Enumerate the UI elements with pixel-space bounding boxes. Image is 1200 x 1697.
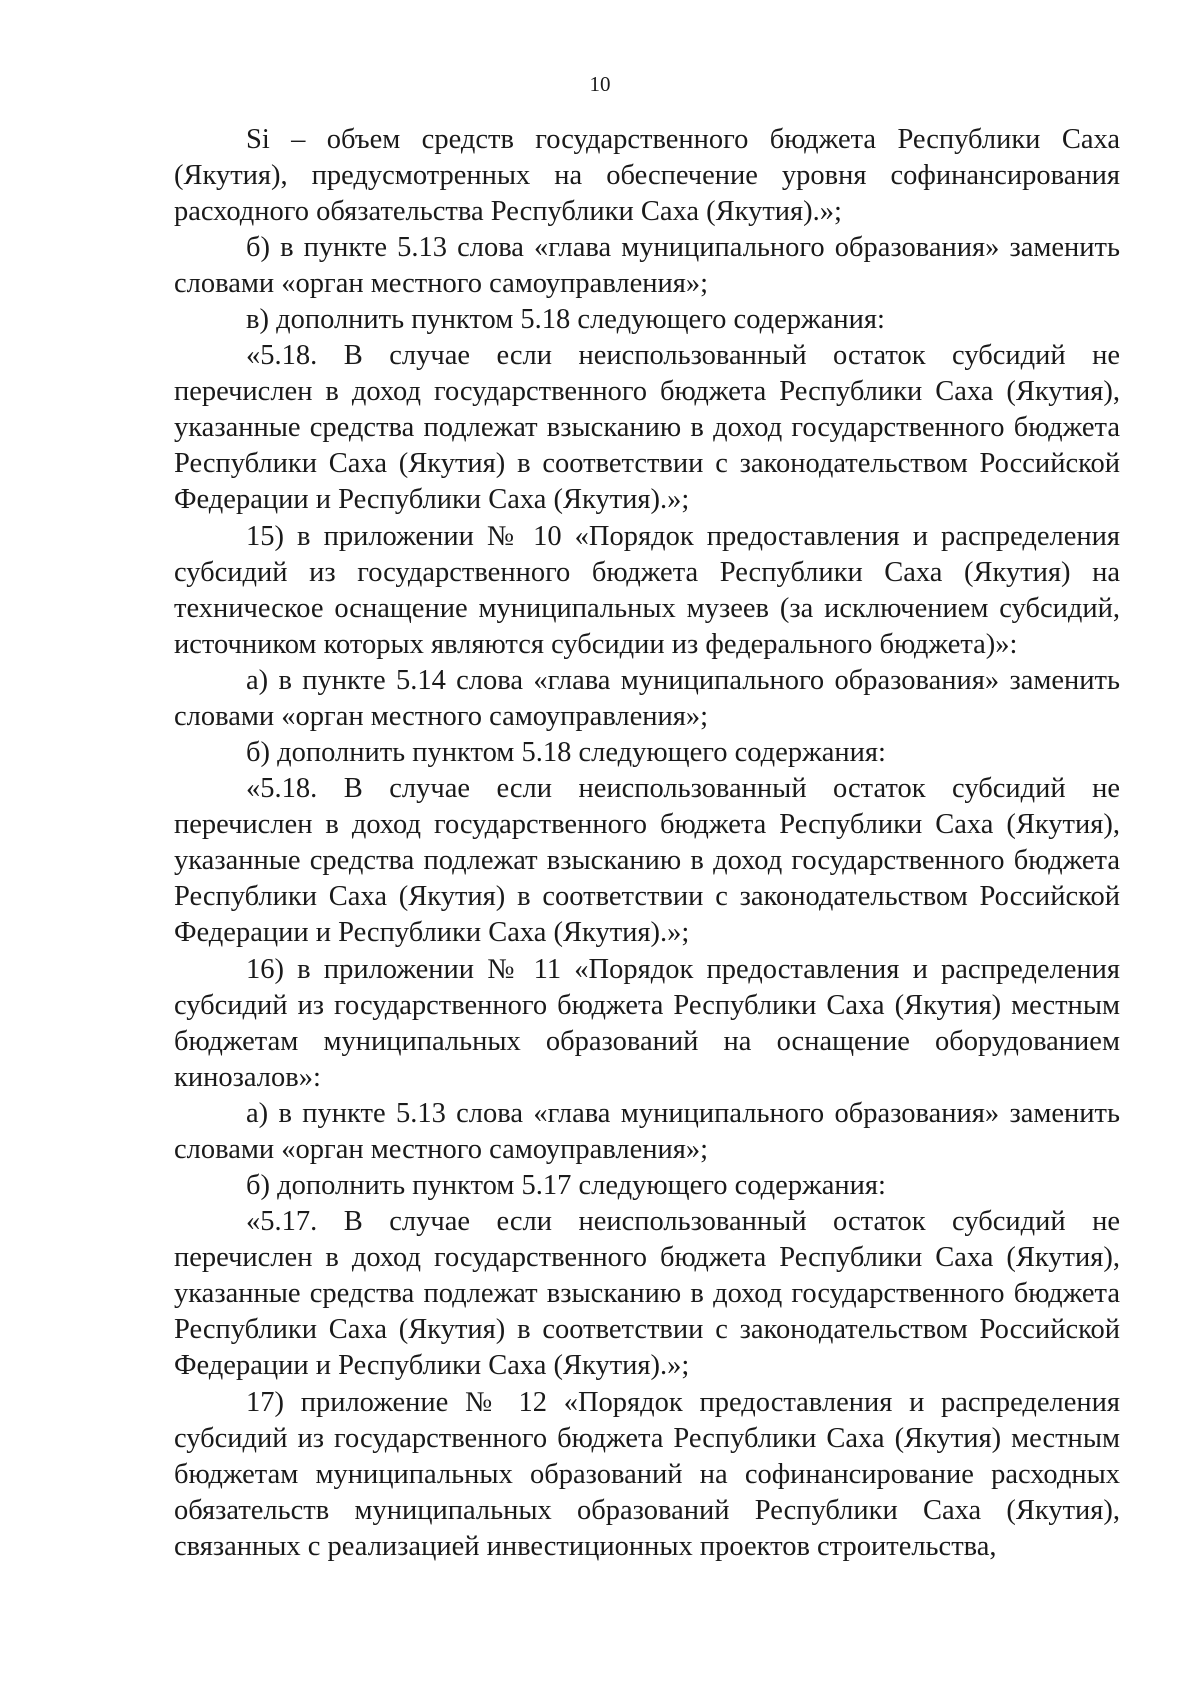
paragraph-item-a-5-13: а) в пункте 5.13 слова «глава муниципального образования» заменить словами «орган местного самоуправления»;: [174, 1098, 1120, 1165]
paragraph-item-16: 16) в приложении № 11 «Порядок предоставления и распределения субсидий из государственного бюджета Республики Саха (Якутия) местным бюджетам муниципальных образований на оснащение оборудованием кинозалов»:: [174, 954, 1120, 1093]
paragraph-item-v-add-5-18: в) дополнить пунктом 5.18 следующего содержания:: [246, 304, 885, 335]
paragraph-si-definition: Si – объем средств государственного бюджета Республики Саха (Якутия), предусмотренных на обеспечение уровня софинансирования расходного обязательства Республики Саха (Якутия).»;: [174, 124, 1120, 227]
paragraph-quote-5-18-second: «5.18. В случае если неиспользованный остаток субсидий не перечислен в доход государственного бюджета Республики Саха (Якутия), указанные средства подлежат взысканию в доход государственного бюджета Республики Саха (Якутия) в соответствии с законодательством Российской Федерации и Республики Саха (Якутия).»;: [174, 773, 1120, 948]
paragraph-quote-5-17: «5.17. В случае если неиспользованный остаток субсидий не перечислен в доход государственного бюджета Республики Саха (Якутия), указанные средства подлежат взысканию в доход государственного бюджета Республики Саха (Якутия) в соответствии с законодательством Российской Федерации и Республики Саха (Якутия).»;: [174, 1206, 1120, 1381]
paragraph-item-b-add-5-17: б) дополнить пунктом 5.17 следующего содержания:: [246, 1170, 886, 1201]
paragraph-quote-5-18: «5.18. В случае если неиспользованный остаток субсидий не перечислен в доход государственного бюджета Республики Саха (Якутия), указанные средства подлежат взысканию в доход государственного бюджета Республики Саха (Якутия) в соответствии с законодательством Российской Федерации и Республики Саха (Якутия).»;: [174, 340, 1120, 515]
paragraph-item-b-5-13: б) в пункте 5.13 слова «глава муниципального образования» заменить словами «орган местного самоуправления»;: [174, 232, 1120, 299]
paragraph-item-15: 15) в приложении № 10 «Порядок предоставления и распределения субсидий из государственного бюджета Республики Саха (Якутия) на техническое оснащение муниципальных музеев (за исключением субсидий, источником которых являются субсидии из федерального бюджета)»:: [174, 521, 1120, 660]
paragraph-item-a-5-14: а) в пункте 5.14 слова «глава муниципального образования» заменить словами «орган местного самоуправления»;: [174, 665, 1120, 732]
page-number: 10: [589, 72, 611, 96]
paragraph-item-17: 17) приложение № 12 «Порядок предоставления и распределения субсидий из государственного бюджета Республики Саха (Якутия) местным бюджетам муниципальных образований на софинансирование расходных обязательств муниципальных образований Республики Саха (Якутия), связанных с реализацией инвестиционных проектов строительства,: [174, 1387, 1120, 1562]
paragraph-item-b-add-5-18: б) дополнить пунктом 5.18 следующего содержания:: [246, 737, 886, 768]
document-body: [174, 122, 1120, 1565]
